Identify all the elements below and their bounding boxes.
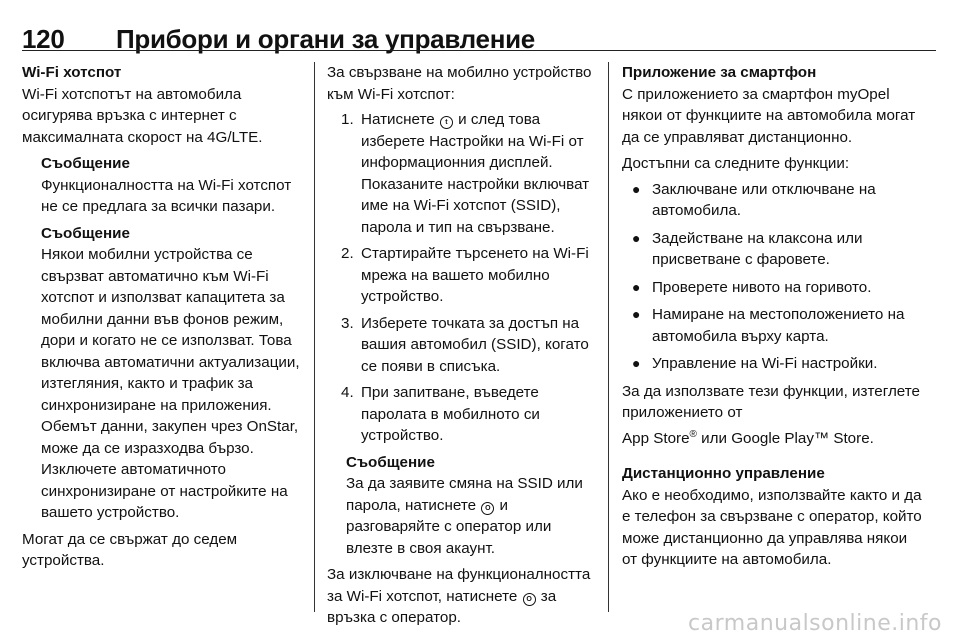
connect-steps (327, 109, 602, 447)
step-number: 1. (341, 111, 354, 128)
available-functions: Достъпни са следните функции: (622, 155, 850, 172)
app-intro: С приложението за смартфон myOpel някои от функциите на автомобила могат да се управляват дистанционно. (622, 85, 916, 146)
note-text-part: и разговаряйте с оператор или влезте в своя акаунт. (346, 496, 552, 557)
registered-mark: ® (689, 428, 697, 440)
wifi-off-text (327, 564, 602, 629)
note-block-1 (41, 153, 306, 218)
note-title: Съобщение (41, 155, 130, 172)
step-number: 4. (341, 384, 354, 401)
device-limit-text: Могат да се свържат до седем устройства. (22, 530, 238, 569)
function-list (622, 179, 922, 375)
column-middle (327, 62, 602, 629)
bullet-text: Проверете нивото на горивото. (652, 278, 872, 296)
column-divider (608, 62, 609, 612)
telephone-button-icon: t (440, 116, 453, 129)
text-part: или Google Play™ Store. (696, 429, 874, 447)
page-title: Прибори и органи за управление (116, 24, 535, 54)
note-text: Функционалността на Wi-Fi хотспот не се предлага за всички пазари. (41, 176, 292, 215)
onstar-button-icon: O (523, 593, 536, 606)
bullet-text: Намиране на местоположението на автомобила върху карта. (652, 306, 905, 345)
note-block-2 (41, 223, 306, 524)
bullet-icon: ● (632, 306, 641, 322)
list-item (327, 382, 602, 447)
onstar-button-icon: O (481, 502, 494, 515)
bullet-icon: ● (632, 355, 641, 371)
section-heading-wifi: Wi-Fi хотспот (22, 64, 122, 81)
bullet-text: Управление на Wi-Fi настройки. (652, 355, 878, 372)
page-number: 120 (22, 24, 65, 54)
note-title: Съобщение (346, 453, 435, 471)
note-block-3 (346, 452, 602, 560)
note-text-part: За да заявите смяна на SSID или парола, натиснете (346, 475, 583, 514)
note-title: Съобщение (41, 224, 130, 242)
text-part: За да използвате тези функции, изтеглете приложението от (622, 382, 920, 421)
list-item (327, 109, 602, 238)
watermark: carmanualsonline.info (688, 611, 942, 636)
remote-text: Ако е необходимо, използвайте както и да е телефон за свързване с оператор, който може дистанционно да управлява някои от функциите на автомобила. (622, 486, 922, 569)
step-text: Натиснете (361, 111, 439, 128)
wifi-intro: Wi-Fi хотспотът на автомобила осигурява връзка с интернет с максималната скорост на 4G/LTE. (22, 85, 263, 146)
bullet-icon: ● (632, 229, 641, 246)
list-item (327, 243, 602, 308)
column-left (22, 62, 306, 572)
list-item (622, 277, 922, 299)
step-text: и след това изберете Настройки на Wi-Fi от информационния дисплей. Показаните настройки включват име на Wi-Fi хотспот (SSID), парола и тип на свързване. (361, 111, 590, 236)
list-item (622, 304, 922, 347)
step-number: 2. (341, 245, 354, 262)
text-part: App Store (622, 429, 690, 447)
connect-intro: За свързване на мобилно устройство към Wi-Fi хотспот: (327, 64, 592, 103)
column-right (622, 62, 922, 571)
note-text: Някои мобилни устройства се свързват автоматично към Wi-Fi хотспот и използват капацитета за мобилни данни във фонов режим, дори и когато не се използват. Това включва автоматични актуализации, изтегляния, както и трафик за синхронизиране на приложения. Обемът данни, закупен чрез OnStar, може да се изразходва бързо. Изключете автоматичното синхронизиране от настройките на вашето устройство. (41, 246, 300, 521)
bullet-text: Заключване или отключване на автомобила. (652, 180, 876, 219)
header-rule (22, 50, 936, 51)
bullet-text: Задействане на клаксона или присветване с фаровете. (652, 229, 863, 268)
bullet-icon: ● (632, 180, 641, 197)
section-heading-remote: Дистанционно управление (622, 465, 825, 483)
list-item (622, 353, 922, 375)
page-header (22, 20, 938, 60)
store-text (622, 381, 922, 450)
step-text: Изберете точката за достъп на вашия автомобил (SSID), когато се появи в списъка. (361, 314, 589, 375)
list-item (327, 313, 602, 378)
step-text: При запитване, въведете паролата в мобилното си устройство. (361, 384, 540, 444)
text-part: за връзка с оператор. (327, 587, 557, 626)
column-divider (314, 62, 315, 612)
list-item (622, 179, 922, 222)
bullet-icon: ● (632, 278, 641, 295)
text-part: За изключване на функционалността за Wi-Fi хотспот, натиснете (327, 566, 591, 605)
section-heading-app: Приложение за смартфон (622, 64, 817, 81)
list-item (622, 228, 922, 271)
note-text (346, 473, 602, 559)
step-text: Стартирайте търсенето на Wi-Fi мрежа на вашето мобилно устройство. (361, 245, 589, 305)
step-number: 3. (341, 314, 354, 332)
